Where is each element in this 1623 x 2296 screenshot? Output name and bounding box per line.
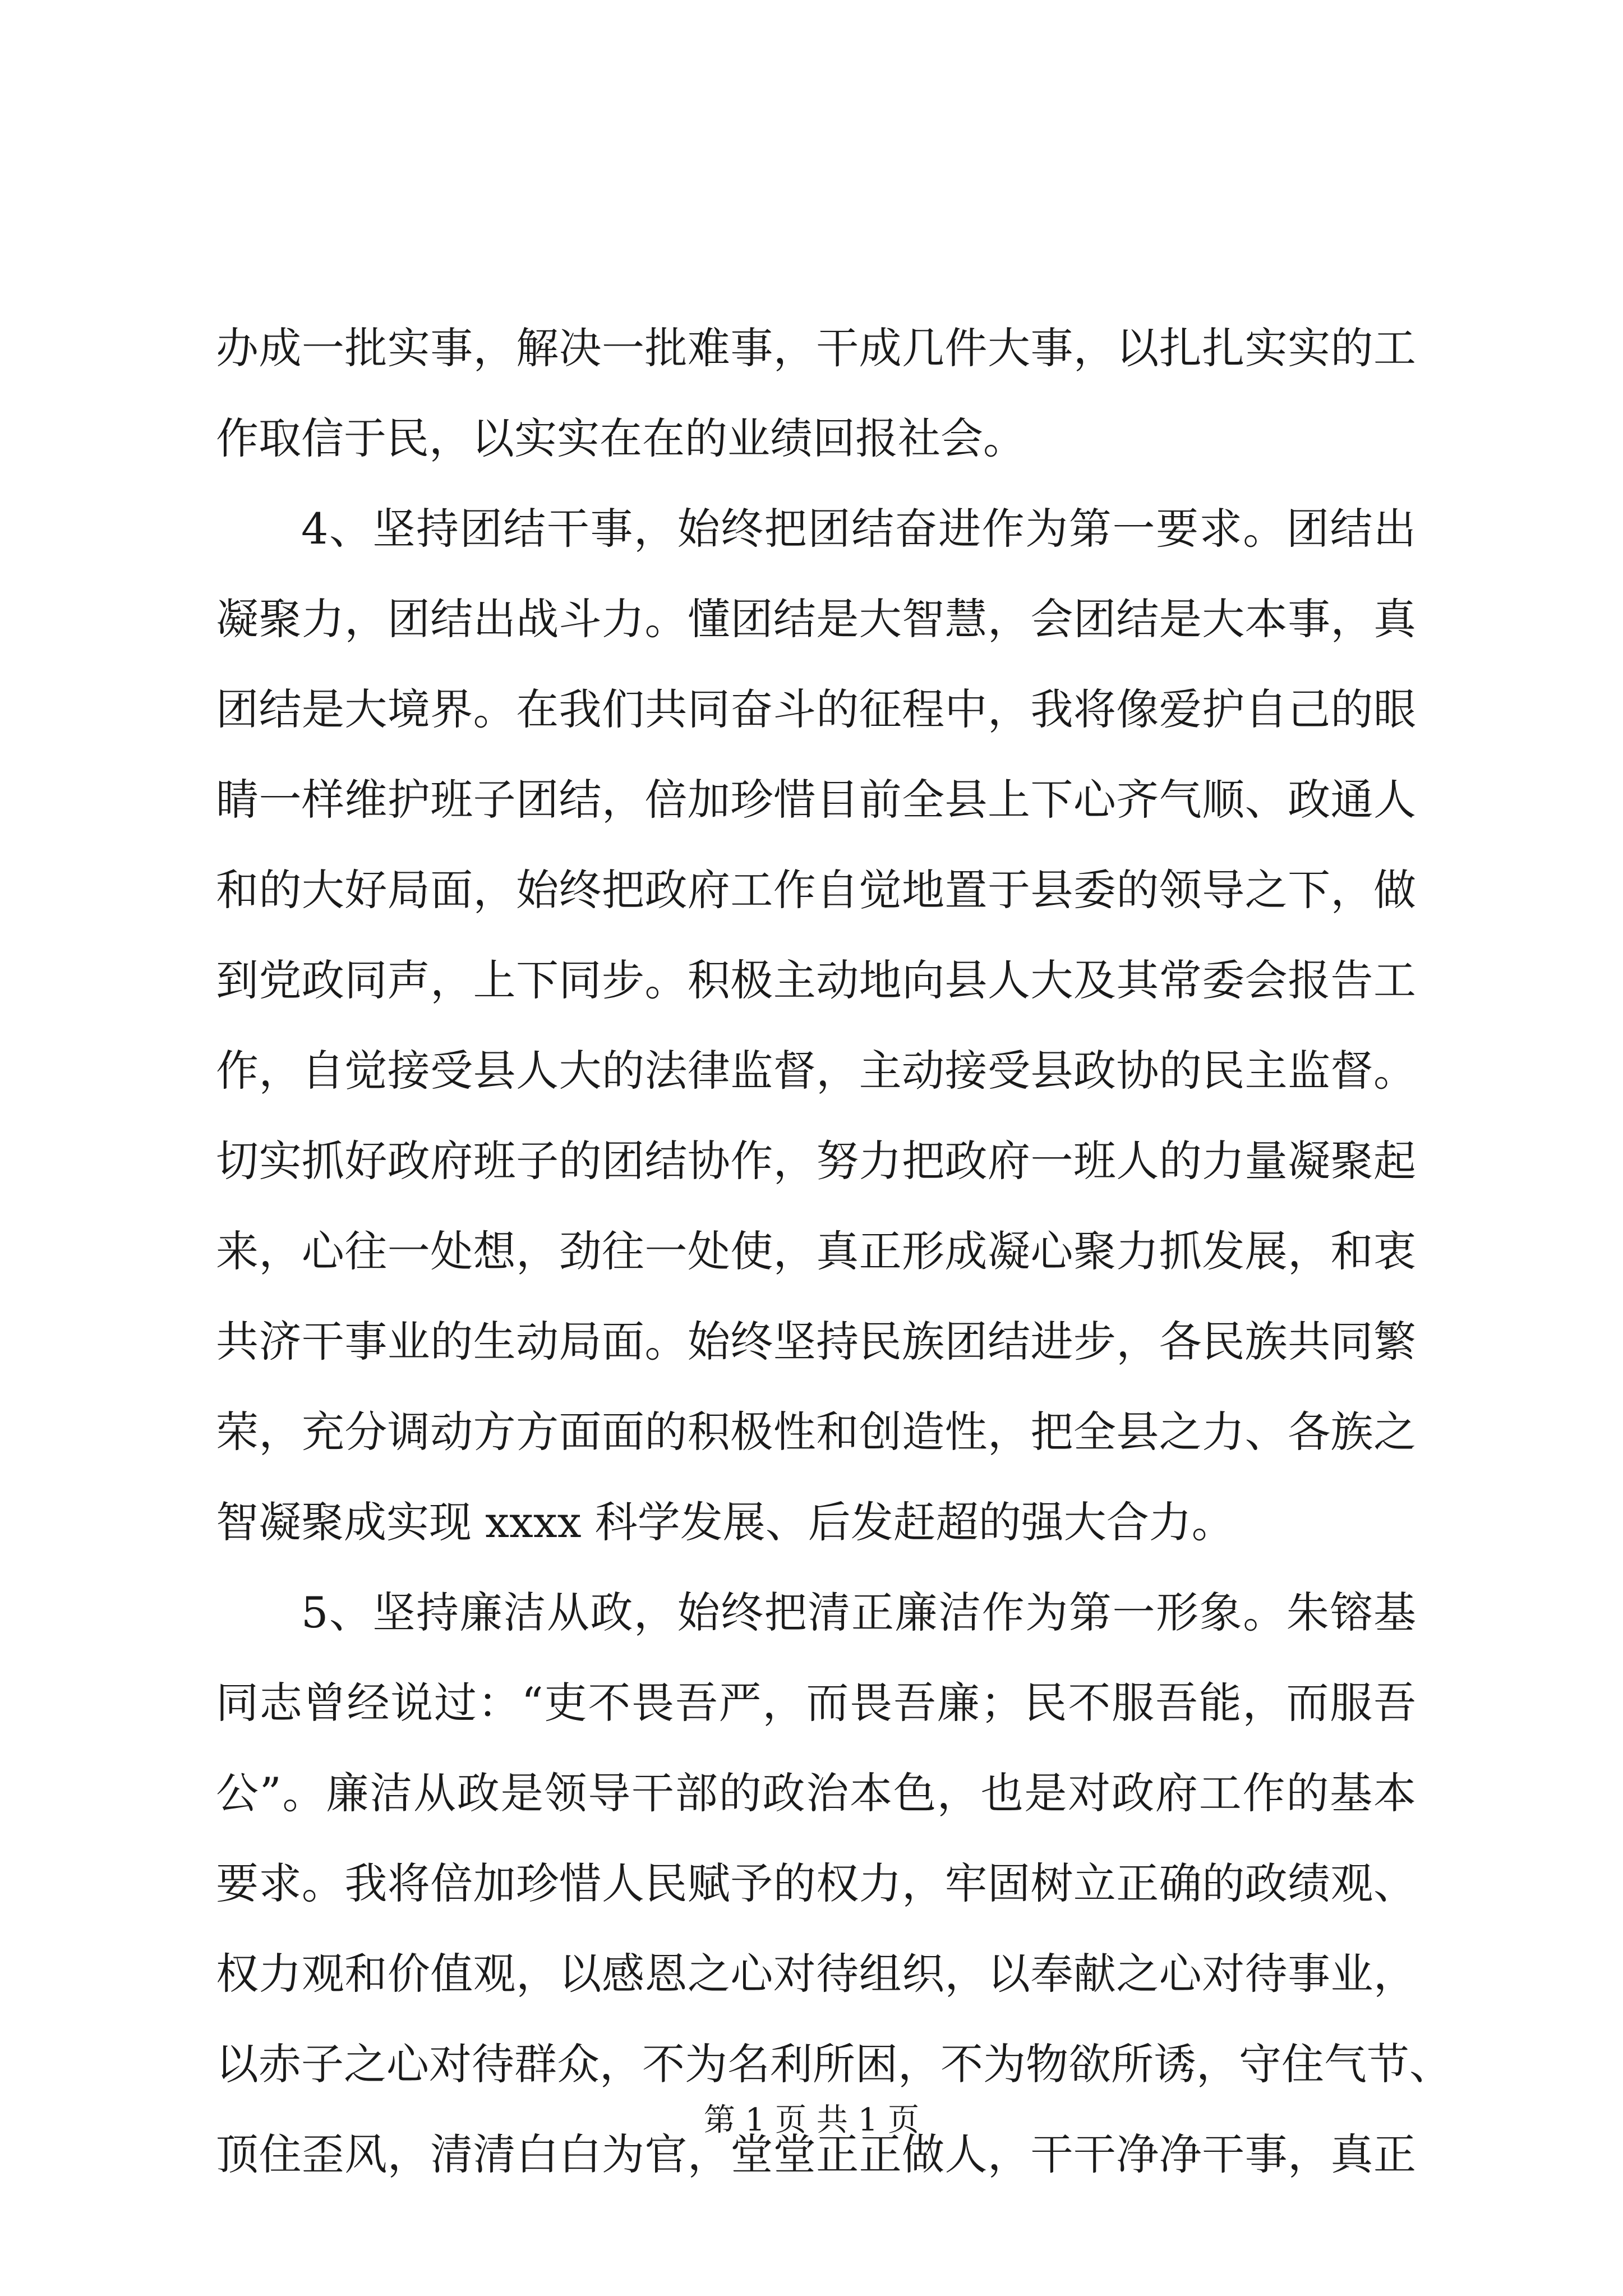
text-line: 睛一样维护班子团结，倍加珍惜目前全县上下心齐气顺、政通人 — [216, 775, 1416, 825]
text-line: 权力观和价值观，以感恩之心对待组织，以奉献之心对待事业， — [216, 1949, 1416, 1999]
text-line: 公”。廉洁从政是领导干部的政治本色，也是对政府工作的基本 — [216, 1768, 1416, 1818]
text-line: 顶住歪风，清清白白为官，堂堂正正做人，干干净净干事，真正 — [216, 2129, 1416, 2179]
text-line: 到党政同声，上下同步。积极主动地向县人大及其常委会报告工 — [216, 955, 1416, 1005]
text-line: 凝聚力，团结出战斗力。懂团结是大智慧，会团结是大本事，真 — [216, 594, 1416, 644]
text-line: 以赤子之心对待群众，不为名利所困，不为物欲所诱，守住气节、 — [216, 2039, 1452, 2089]
page-footer: 第 1 页 共 1 页 — [703, 2102, 920, 2138]
text-line: 5、坚持廉洁从政，始终把清正廉洁作为第一形象。朱镕基 — [301, 1588, 1416, 1637]
text-line: 团结是大境界。在我们共同奋斗的征程中，我将像爱护自己的眼 — [216, 684, 1416, 734]
text-line: 同志曾经说过：“吏不畏吾严，而畏吾廉；民不服吾能，而服吾 — [216, 1678, 1416, 1728]
text-line: 作，自觉接受县人大的法律监督，主动接受县政协的民主监督。 — [216, 1046, 1416, 1096]
document-body — [216, 303, 1452, 2200]
text-line: 共济干事业的生动局面。始终坚持民族团结进步，各民族共同繁 — [216, 1317, 1416, 1366]
text-line: 来，心往一处想，劲往一处使，真正形成凝心聚力抓发展，和衷 — [216, 1226, 1416, 1276]
text-line: 和的大好局面，始终把政府工作自觉地置于县委的领导之下，做 — [216, 865, 1416, 915]
text-line: 作取信于民，以实实在在的业绩回报社会。 — [216, 413, 1026, 463]
text-line: 要求。我将倍加珍惜人民赋予的权力，牢固树立正确的政绩观、 — [216, 1858, 1416, 1908]
text-line: 办成一批实事，解决一批难事，干成几件大事，以扎扎实实的工 — [216, 323, 1416, 373]
text-line: 4、坚持团结干事，始终把团结奋进作为第一要求。团结出 — [301, 504, 1416, 554]
text-line: 智凝聚成实现 xxxx 科学发展、后发赶超的强大合力。 — [216, 1497, 1234, 1547]
text-line: 荣，充分调动方方面面的积极性和创造性，把全县之力、各族之 — [216, 1407, 1416, 1457]
text-line: 切实抓好政府班子的团结协作，努力把政府一班人的力量凝聚起 — [216, 1136, 1416, 1186]
